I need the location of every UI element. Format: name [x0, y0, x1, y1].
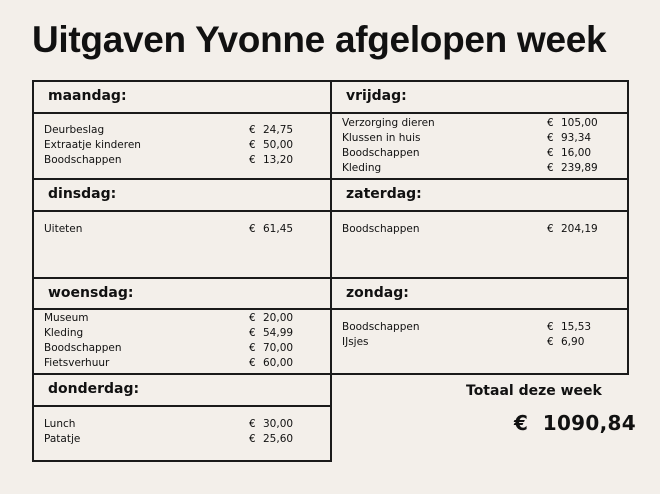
- currency-symbol: €: [249, 139, 256, 151]
- expense-amount: 61,45: [263, 223, 294, 235]
- expense-row: [32, 153, 332, 168]
- expense-amount: 204,19: [561, 223, 598, 235]
- day-header: woensdag:: [32, 277, 332, 310]
- currency-symbol: €: [249, 124, 256, 136]
- expense-label: Boodschappen: [342, 147, 420, 159]
- expense-row: [330, 320, 629, 335]
- expense-row: [32, 356, 332, 371]
- currency-symbol: €: [547, 223, 554, 235]
- expense-label: Fietsverhuur: [44, 357, 110, 369]
- expense-label: Kleding: [44, 327, 84, 339]
- expense-row: [330, 222, 629, 237]
- expense-row: [32, 123, 332, 138]
- expense-label: Museum: [44, 312, 89, 324]
- expense-amount: 20,00: [263, 312, 294, 324]
- expense-label: Patatje: [44, 433, 81, 445]
- expense-row: [330, 161, 629, 176]
- expense-row: [330, 335, 629, 350]
- expense-row: [32, 222, 332, 237]
- day-header: vrijdag:: [330, 80, 629, 114]
- page-title: Uitgaven Yvonne afgelopen week: [32, 19, 607, 60]
- currency-symbol: €: [249, 342, 256, 354]
- expense-amount: 15,53: [561, 321, 592, 333]
- expense-amount: 105,00: [561, 117, 598, 129]
- currency-symbol: €: [249, 357, 256, 369]
- expense-row: [32, 417, 332, 432]
- currency-symbol: €: [249, 418, 256, 430]
- expense-label: Lunch: [44, 418, 76, 430]
- expense-amount: 70,00: [263, 342, 294, 354]
- expense-label: Boodschappen: [342, 223, 420, 235]
- currency-symbol: €: [249, 223, 256, 235]
- currency-symbol: €: [547, 117, 554, 129]
- currency-symbol: €: [249, 327, 256, 339]
- expense-amount: 60,00: [263, 357, 294, 369]
- expense-label: Boodschappen: [44, 342, 122, 354]
- expense-row: [32, 341, 332, 356]
- currency-symbol: €: [547, 132, 554, 144]
- expense-amount: 239,89: [561, 162, 598, 174]
- expense-amount: 13,20: [263, 154, 294, 166]
- expense-amount: 6,90: [561, 336, 585, 348]
- expense-label: Deurbeslag: [44, 124, 105, 136]
- currency-symbol: €: [249, 433, 256, 445]
- expense-row: [330, 116, 629, 131]
- currency-symbol: €: [547, 162, 554, 174]
- expense-amount: 16,00: [561, 147, 592, 159]
- expense-label: Uiteten: [44, 223, 83, 235]
- expense-label: Boodschappen: [342, 321, 420, 333]
- day-header: zaterdag:: [330, 178, 629, 212]
- expense-label: Kleding: [342, 162, 382, 174]
- total-label: Totaal deze week: [466, 383, 602, 399]
- expense-label: IJsjes: [342, 336, 369, 348]
- day-header: dinsdag:: [32, 178, 332, 212]
- currency-symbol: €: [249, 312, 256, 324]
- expense-row: [330, 131, 629, 146]
- expense-label: Klussen in huis: [342, 132, 421, 144]
- expense-row: [32, 432, 332, 447]
- expense-label: Verzorging dieren: [342, 117, 435, 129]
- day-header: donderdag:: [32, 373, 332, 407]
- expense-row: [32, 311, 332, 326]
- expense-amount: 24,75: [263, 124, 294, 136]
- expense-amount: 30,00: [263, 418, 294, 430]
- expense-row: [32, 138, 332, 153]
- expense-amount: 50,00: [263, 139, 294, 151]
- expense-amount: 54,99: [263, 327, 294, 339]
- expense-row: [32, 326, 332, 341]
- day-header: zondag:: [330, 277, 629, 310]
- expense-label: Extraatje kinderen: [44, 139, 141, 151]
- currency-symbol: €: [249, 154, 256, 166]
- expense-amount: 93,34: [561, 132, 592, 144]
- currency-symbol: €: [547, 147, 554, 159]
- currency-symbol: €: [547, 336, 554, 348]
- total-value: € 1090,84: [514, 411, 636, 435]
- expense-row: [330, 146, 629, 161]
- day-header: maandag:: [32, 80, 332, 114]
- expense-amount: 25,60: [263, 433, 294, 445]
- expense-label: Boodschappen: [44, 154, 122, 166]
- currency-symbol: €: [547, 321, 554, 333]
